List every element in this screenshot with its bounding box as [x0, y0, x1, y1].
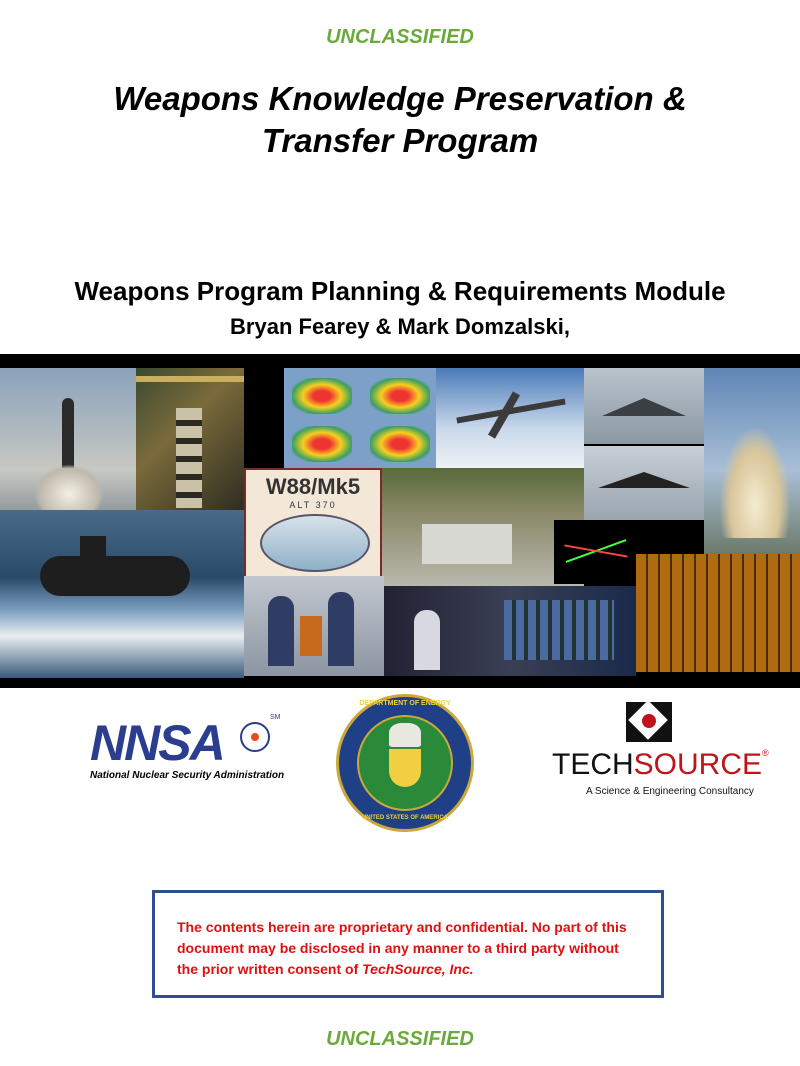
badge-title: W88/Mk5	[265, 474, 361, 499]
nnsa-sm: SM	[270, 714, 281, 721]
laboratory-photo	[384, 586, 636, 676]
techsource-name-part2: SOURCE	[633, 748, 763, 781]
nnsa-logo	[90, 714, 290, 790]
confidentiality-notice	[152, 890, 664, 998]
seal-bottom-text: UNITED STATES OF AMERICA	[361, 815, 449, 821]
classification-header: UNCLASSIFIED	[326, 26, 474, 48]
title-line-2: Transfer Program	[261, 122, 539, 159]
title-line-1: Weapons Knowledge Preservation &	[113, 80, 687, 117]
supercomputer-photo	[636, 554, 800, 672]
module-subtitle: Weapons Program Planning & Requirements Module	[74, 276, 726, 306]
logo-row	[0, 690, 800, 840]
b2-bomber-photo	[584, 446, 704, 520]
w88-mk5-badge	[244, 468, 382, 578]
bomber-aircraft-photo	[436, 368, 584, 468]
classification-footer: UNCLASSIFIED	[326, 1028, 474, 1050]
techsource-logo	[552, 702, 769, 812]
rocket-launch-photo	[704, 368, 800, 554]
badge-subtitle: ALT 370	[289, 500, 337, 510]
techsource-reg: ®	[762, 748, 769, 758]
shield-icon	[389, 749, 421, 787]
photo-collage	[0, 354, 800, 688]
technicians-photo	[244, 576, 384, 676]
document-title	[0, 78, 800, 162]
nnsa-name: National Nuclear Security Administration	[90, 770, 285, 781]
eagle-icon	[389, 723, 421, 747]
techsource-emblem-icon	[626, 702, 672, 742]
simulation-plots	[284, 368, 444, 468]
laser-photo	[554, 520, 636, 584]
missile-tubes-photo	[136, 368, 244, 518]
notice-text: The contents herein are proprietary and confidential. No part of this document may be disclosed in any manner to a third party without the prior written consent of	[177, 919, 627, 977]
authors: Bryan Fearey & Mark Domzalski,	[230, 314, 570, 339]
notice-company: TechSource, Inc.	[362, 961, 474, 977]
techsource-tagline: A Science & Engineering Consultancy	[586, 786, 754, 797]
techsource-name-part1: TECH	[552, 748, 634, 781]
stealth-bomber-photo	[584, 368, 704, 444]
submarine-photo	[0, 510, 244, 678]
nnsa-mark: NNSA	[90, 715, 224, 771]
atom-icon	[240, 722, 270, 752]
doe-seal	[336, 694, 474, 832]
seal-top-text: DEPARTMENT OF ENERGY	[359, 700, 451, 707]
